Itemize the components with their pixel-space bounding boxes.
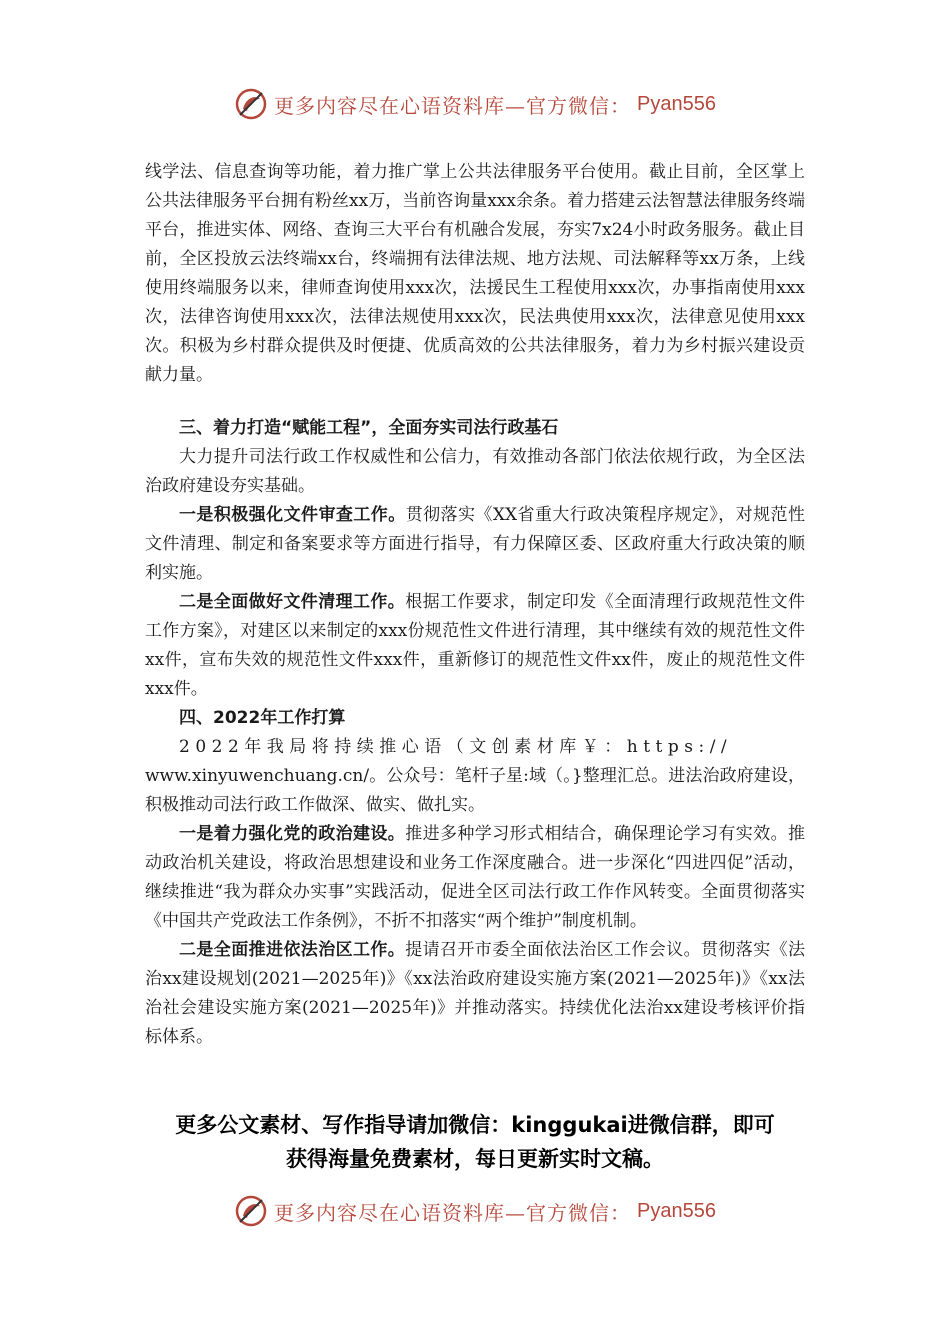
paragraph-lead: 一是着力强化党的政治建设。 (179, 824, 406, 844)
paragraph-text: 推进多种学习形式相结合，确保理论学习有实效。推动政治机关建设，将政治思想建设和业务工作深度融合。进一步深化“四进四促”活动，继续推进“我为群众办实事”实践活动，促进全区司法行政工作作风转变。全面贯彻落实《中国共产党政法工作条例》，不折不扣落实“两个维护”制度机制。 (145, 824, 806, 931)
header-watermark-banner (0, 86, 950, 122)
paragraph-lead: 二是全面推进依法治区工作。 (179, 940, 406, 960)
paragraph-text: 贯彻落实《XX省重大行政决策程序规定》，对规范性文件清理、制定和备案要求等方面进行指导，有力保障区委、区政府重大行政决策的顺利实施。 (145, 505, 805, 583)
paragraph (145, 936, 805, 1052)
paragraph: 大力提升司法行政工作权威性和公信力，有效推动各部门依法依规行政，为全区法治政府建设夯实基础。 (145, 447, 805, 496)
paragraph-lead: 二是全面做好文件清理工作。 (179, 592, 406, 612)
footer-watermark-banner (0, 1193, 950, 1229)
brand-logo-icon (234, 87, 268, 121)
paragraph-lead: 一是积极强化文件审查工作。 (179, 505, 406, 525)
section-heading-4: 四、2022年工作打算 (179, 708, 346, 728)
document-body (145, 158, 805, 1052)
banner-wechat-id: Pyan556 (637, 1199, 716, 1222)
paragraph-line: 2022年我局将持续推心语（文创素材库￥：https:// (179, 737, 733, 757)
banner-wechat-id: Pyan556 (637, 92, 716, 115)
paragraph (145, 501, 805, 588)
paragraph-text: 提请召开市委全面依法治区工作会议。贯彻落实《法治xx建设规划(2021—2025年)》《xx法治政府建设实施方案(2021—2025年)》《xx法治社会建设实施方案(2021—2025年)》并推动落实。持续优化法治xx建设考核评价指标体系。 (145, 940, 806, 1047)
promo-line-1: 更多公文素材、写作指导请加微信：kinggukai进微信群，即可 (175, 1113, 775, 1137)
paragraph (145, 820, 805, 936)
banner-text: 更多内容尽在心语资料库—官方微信： (274, 93, 632, 118)
paragraph: 线学法、信息查询等功能，着力推广掌上公共法律服务平台使用。截止目前，全区掌上公共法律服务平台拥有粉丝xx万，当前咨询量xxx余条。着力搭建云法智慧法律服务终端平台，推进实体、网络、查询三大平台有机融合发展，夯实7x24小时政务服务。截止目前，全区投放云法终端xx台，终端拥有法律法规、地方法规、司法解释等xx万条，上线使用终端服务以来，律师查询使用xxx次，法援民生工程使用xxx次，办事指南使用xxx次，法律咨询使用xxx次，法律法规使用xxx次，民法典使用xxx次，法律意见使用xxx次。积极为乡村群众提供及时便捷、优质高效的公共法律服务，着力为乡村振兴建设贡献力量。 (145, 162, 805, 385)
banner-text: 更多内容尽在心语资料库—官方微信： (274, 1200, 632, 1225)
paragraph-text: www.xinyuwenchuang.cn/。公众号：笔杆子星:域（。}整理汇总。进法治政府建设，积极推动司法行政工作做深、做实、做扎实。 (145, 766, 805, 815)
paragraph (145, 588, 805, 704)
promo-notice (100, 1108, 850, 1176)
paragraph-text: 根据工作要求，制定印发《全面清理行政规范性文件工作方案》，对建区以来制定的xxx份规范性文件进行清理，其中继续有效的规范性文件xx件，宣布失效的规范性文件xxx件，重新修订的规范性文件xx件，废止的规范性文件xxx件。 (145, 592, 806, 699)
promo-line-2: 获得海量免费素材，每日更新实时文稿。 (286, 1147, 664, 1171)
section-heading-3: 三、着力打造“赋能工程”，全面夯实司法行政基石 (179, 418, 559, 438)
brand-logo-icon (234, 1194, 268, 1228)
